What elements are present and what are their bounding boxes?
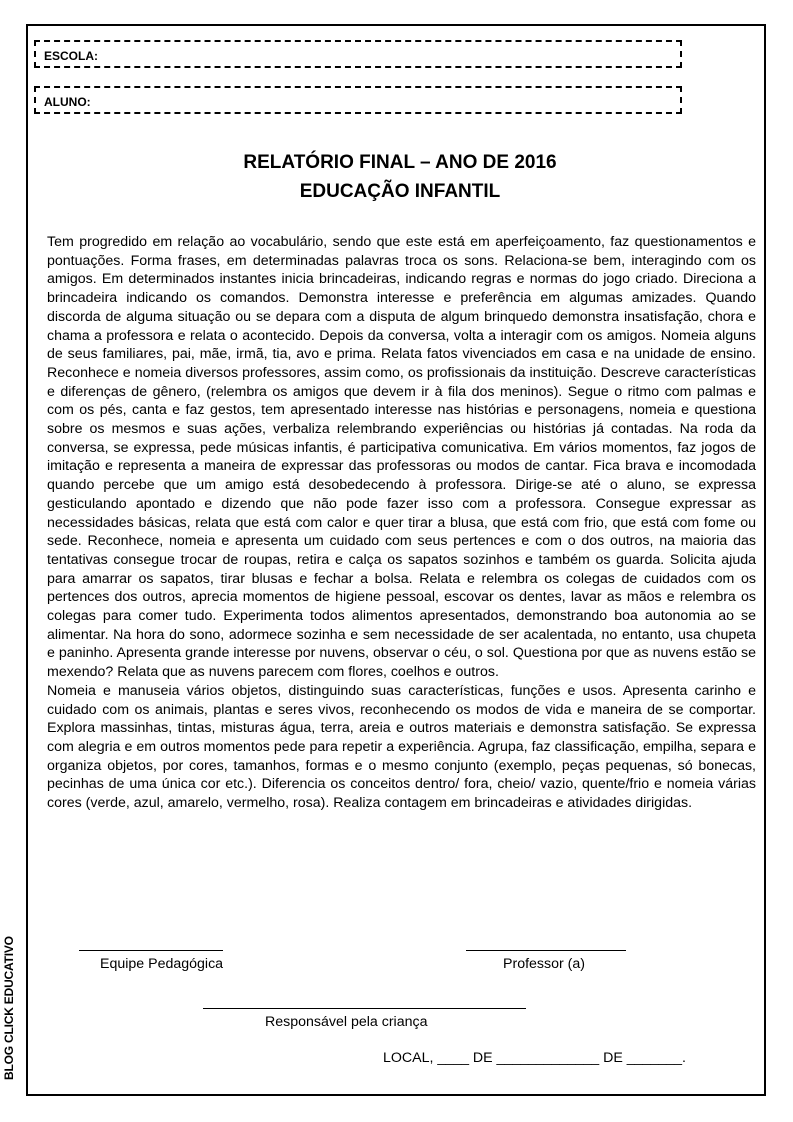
teacher-signature-label: Professor (a) bbox=[503, 956, 585, 972]
report-paragraph-2: Nomeia e manuseia vários objetos, distinguindo suas características, funções e usos. Apresenta carinho e cuidado com os animais, plantas e seres vivos, reconhecendo os modos de vida e maneira de se comportar. Explora massinhas, tintas, misturas água, terra, areia e outros materiais e demonstra satisfação. Se expressa com alegria e em outros momentos pede para repetir a experiência. Agrupa, faz classificação, empilha, separa e organiza objetos, por cores, tamanhos, formas e o mesmo conjunto (exemplo, peças pequenas, só bonecas, pecinhas de uma única cor etc.). Diferencia os conceitos dentro/ fora, cheio/ vazio, quente/frio e nomeia várias cores (verde, azul, amarelo, vermelho, rosa). Realiza contagem em brincadeiras e atividades dirigidas. bbox=[47, 682, 756, 812]
local-date-line: LOCAL, ____ DE _____________ DE _______. bbox=[383, 1050, 686, 1066]
school-label: ESCOLA: bbox=[44, 49, 98, 63]
student-label: ALUNO: bbox=[44, 95, 91, 109]
school-field[interactable] bbox=[34, 40, 682, 68]
teacher-signature-line bbox=[466, 950, 626, 951]
report-title-line2: EDUCAÇÃO INFANTIL bbox=[299, 181, 501, 202]
report-title bbox=[60, 148, 740, 206]
report-title-line1: RELATÓRIO FINAL – ANO DE 2016 bbox=[243, 152, 557, 173]
student-field[interactable] bbox=[34, 86, 682, 114]
team-signature-line bbox=[79, 950, 223, 951]
report-paragraph-1: Tem progredido em relação ao vocabulário, sendo que este está em aperfeiçoamento, faz questionamentos e pontuações. Forma frases, em determinadas palavras troca os sons. Relaciona-se bem, interagindo com os amigos. Em determinados instantes inicia brincadeiras, indicando regras e normas do jogo criado. Direciona a brincadeira indicando os comandos. Demonstra interesse e preferência em algumas amizades. Quando discorda de alguma situação ou se depara com a disputa de algum brinquedo demonstra insatisfação, chora e chama a professora e relata o acontecido. Depois da conversa, volta a interagir com os amigos. Nomeia alguns de seus familiares, pai, mãe, irmã, tia, avo e prima. Relata fatos vivenciados em casa e na unidade de ensino. Reconhece e nomeia diversos professores, assim como, os profissionais da instituição. Descreve características e diferenças de gênero, (relembra os amigos que devem ir à fila dos meninos). Segue o ritmo com palmas e com os pés, canta e faz gestos, tem apresentado interesse nas histórias e personagens, nomeia e questiona sobre os mesmos e suas ações, verbaliza relembrando experiências ou histórias já contadas. Na roda da conversa, se expressa, pede músicas infantis, é participativa comunicativa. Em vários momentos, faz jogos de imitação e representa a maneira de expressar das professoras ou modos de cantar. Fica brava e incomodada quando percebe que um amigo está desobedecendo à professora. Dirige-se até o aluno, se expressa gesticulando apontado e dizendo que não pode fazer isso com a professora. Consegue expressar as necessidades básicas, relata que está com calor e quer tirar a blusa, que está com frio, que está com fome ou sede. Reconhece, nomeia e apresenta um cuidado com seus pertences e com o dos outros, na maioria das tentativas consegue trocar de roupas, retira e calça os sapatos sozinhos e também os guarda. Solicita ajuda para amarrar os sapatos, tirar blusas e fechar a bolsa. Relata e relembra os colegas de cuidados com os pertences dos outros, aprecia momentos de higiene pessoal, escovar os dentes, lavar as mãos e relembra os colegas para comer tudo. Experimenta todos alimentos apresentados, demonstrando boa autonomia ao se alimentar. Na hora do sono, adormece sozinha e sem necessidade de ser acalentada, no entanto, usa chupeta e paninho. Apresenta grande interesse por nuvens, observar o céu, o sol. Questiona por que as nuvens estão se mexendo? Relata que as nuvens parecem com flores, coelhos e outros. bbox=[47, 234, 756, 681]
guardian-signature-line bbox=[203, 1008, 526, 1009]
report-body bbox=[47, 233, 756, 813]
guardian-signature-label: Responsável pela criança bbox=[265, 1014, 428, 1030]
blog-watermark: BLOG CLICK EDUCATIVO bbox=[2, 936, 16, 1080]
team-signature-label: Equipe Pedagógica bbox=[100, 956, 224, 972]
